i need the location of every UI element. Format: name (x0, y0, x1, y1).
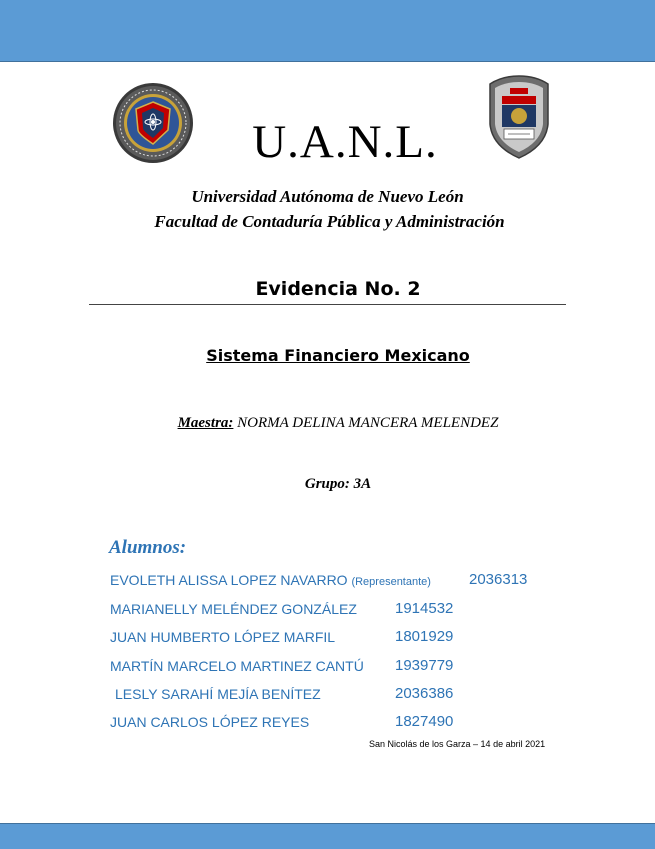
teacher-name: NORMA DELINA MANCERA MELENDEZ (237, 415, 499, 431)
evidence-title: Evidencia No. 2 (255, 278, 421, 300)
location-date: San Nicolás de los Garza – 14 de abril 2021 (369, 739, 546, 749)
student-name: MARIANELLY MELÉNDEZ GONZÁLEZ (110, 601, 357, 617)
header-band (0, 0, 655, 62)
footer-band (0, 823, 655, 849)
teacher-label: Maestra: (177, 415, 234, 431)
divider (89, 304, 566, 305)
student-id: 1827490 (395, 713, 454, 730)
student-name: EVOLETH ALISSA LOPEZ NAVARRO (110, 572, 348, 588)
student-id: 2036386 (395, 685, 454, 702)
student-id: 1914532 (395, 600, 454, 617)
students-heading: Alumnos: (109, 537, 187, 558)
university-name: Universidad Autónoma de Nuevo León (191, 187, 464, 206)
student-name: LESLY SARAHÍ MEJÍA BENÍTEZ (115, 686, 321, 702)
student-id: 1939779 (395, 657, 454, 674)
student-name: JUAN CARLOS LÓPEZ REYES (110, 714, 310, 730)
student-name: JUAN HUMBERTO LÓPEZ MARFIL (110, 629, 336, 645)
teacher-line (0, 415, 655, 432)
student-id: 1801929 (395, 628, 454, 645)
student-id: 2036313 (469, 571, 528, 588)
student-name: MARTÍN MARCELO MARTINEZ CANTÚ (110, 658, 364, 674)
group-line (0, 476, 655, 493)
uanl-acronym: U.A.N.L. (252, 116, 438, 168)
faculty-name: Facultad de Contaduría Pública y Administración (154, 212, 505, 231)
student-role: (Representante) (351, 576, 431, 588)
group-value: 3A (353, 476, 372, 492)
subject-title: Sistema Financiero Mexicano (206, 346, 470, 365)
group-label: Grupo: (304, 476, 350, 492)
